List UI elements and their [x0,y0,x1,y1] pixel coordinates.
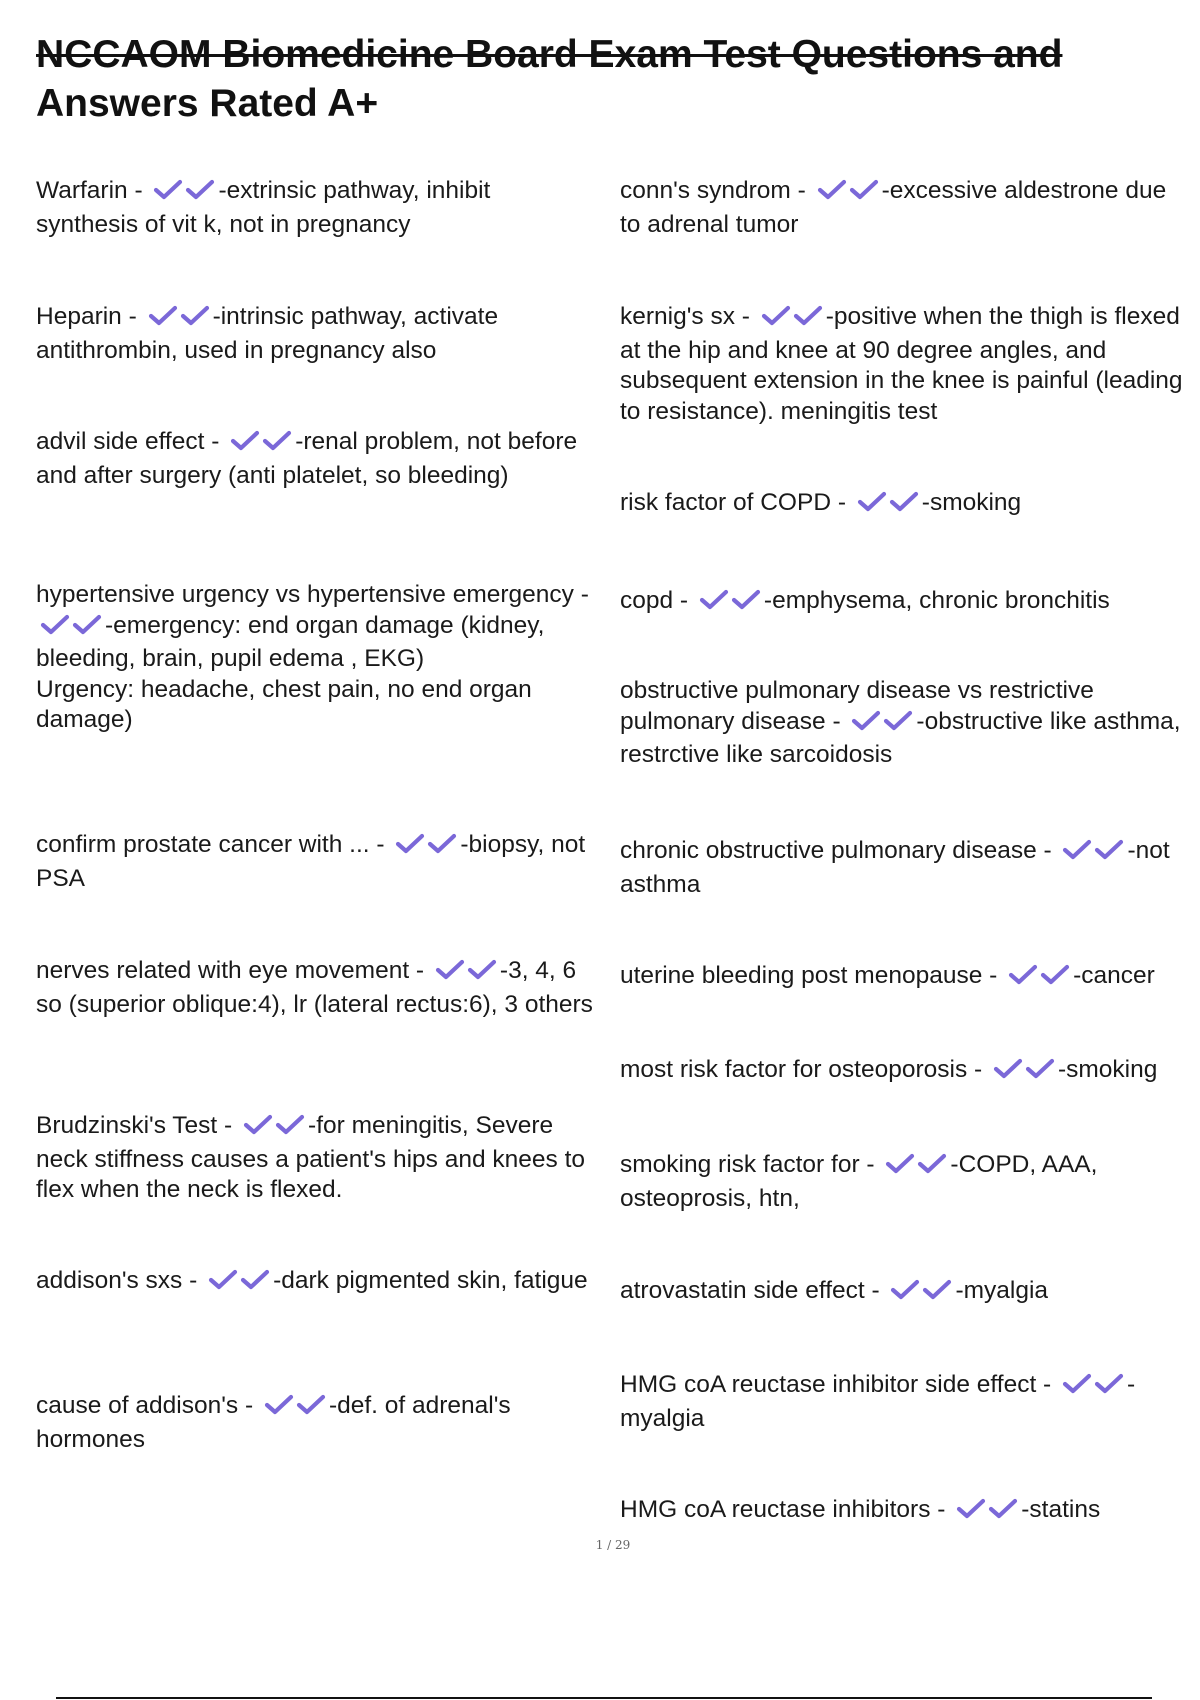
double-check-marks [956,1498,1020,1529]
double-check-marks [1062,839,1126,870]
check-mark-icon [731,589,761,611]
answer-text: -emergency: end organ damage (kidney, bleeding, brain, pupil edema , EKG) Urgency: headache, chest pain, no end organ damage) [36,611,545,733]
check-mark-icon [988,1498,1018,1520]
qa-item [620,176,1190,240]
double-check-marks [395,833,459,864]
double-check-marks [1062,1373,1126,1404]
check-mark-icon [262,430,292,452]
check-mark-icon [956,1498,986,1520]
qa-item [620,1495,1190,1529]
check-mark-icon [1025,1058,1055,1080]
question-text: cause of addison's - [36,1392,254,1419]
qa-item [36,580,596,736]
check-mark-icon [890,1279,920,1301]
qa-item [36,176,596,240]
answer-text: -for meningitis, Severe neck stiffness causes a patient's hips and knees to flex when the neck is flexed. [36,1112,586,1203]
qa-item [36,1391,596,1455]
answer-text: -myalgia [955,1277,1049,1304]
check-mark-icon [889,491,919,513]
question-text: obstructive pulmonary disease vs restrictive pulmonary disease - [620,677,1094,735]
check-mark-icon [1062,839,1092,861]
check-mark-icon [851,710,881,732]
answer-text: -def. of adrenal's hormones [36,1392,511,1453]
answer-text: -extrinsic pathway, inhibit synthesis of vit k, not in pregnancy [36,177,491,238]
question-text: risk factor of COPD - [620,489,846,516]
qa-item [36,1266,596,1300]
check-mark-icon [817,179,847,201]
double-check-marks [148,305,212,336]
question-text: Brudzinski's Test - [36,1112,233,1139]
answer-text: -excessive aldestrone due to adrenal tumor [620,177,1167,238]
check-mark-icon [180,305,210,327]
check-mark-icon [467,959,497,981]
double-check-marks [885,1153,949,1184]
qa-item [620,586,1190,620]
qa-item [620,488,1190,522]
answer-text: -obstructive like asthma, restrctive like sarcoidosis [620,707,1181,768]
question-text: atrovastatin side effect - [620,1277,880,1304]
question-text: Warfarin - [36,177,143,204]
answer-text: -statins [1021,1496,1101,1523]
answer-text: -cancer [1073,962,1155,989]
question-text: copd - [620,587,689,614]
double-check-marks [890,1279,954,1310]
double-check-marks [230,430,294,461]
question-text: chronic obstructive pulmonary disease - [620,837,1052,864]
check-mark-icon [243,1114,273,1136]
check-mark-icon [883,710,913,732]
double-check-marks [243,1114,307,1145]
document-title [36,30,1166,128]
check-mark-icon [993,1058,1023,1080]
question-text: kernig's sx - [620,303,750,330]
answer-text: -myalgia [620,1371,1136,1432]
question-text: smoking risk factor for - [620,1151,875,1178]
double-check-marks [699,589,763,620]
double-check-marks [153,179,217,210]
question-text: uterine bleeding post menopause - [620,962,998,989]
answer-text: -renal problem, not before and after surgery (anti platelet, so bleeding) [36,428,578,489]
qa-item [36,427,596,491]
question-text: conn's syndrom - [620,177,806,204]
question-text: most risk factor for osteoporosis - [620,1056,983,1083]
check-mark-icon [922,1279,952,1301]
qa-item [36,956,596,1020]
title-line-2: Answers Rated A+ [36,82,379,125]
check-mark-icon [793,305,823,327]
question-text: hypertensive urgency vs hypertensive emergency - [36,581,589,608]
page-number: 1 / 29 [595,1538,631,1552]
double-check-marks [761,305,825,336]
check-mark-icon [427,833,457,855]
answer-text: -not asthma [620,837,1170,898]
check-mark-icon [230,430,260,452]
qa-item [620,1055,1190,1089]
check-mark-icon [395,833,425,855]
question-text: addison's sxs - [36,1267,198,1294]
answer-text: -3, 4, 6 so (superior oblique:4), lr (lateral rectus:6), 3 others [36,957,593,1018]
qa-item [36,302,596,366]
check-mark-icon [1094,1373,1124,1395]
qa-item [620,1150,1190,1214]
qa-item [36,830,596,894]
answer-text: -COPD, AAA, osteoprosis, htn, [620,1151,1098,1212]
double-check-marks [1008,964,1072,995]
answer-text: -biopsy, not PSA [36,831,586,892]
answer-text: -intrinsic pathway, activate antithrombin, used in pregnancy also [36,303,499,364]
answer-text: -smoking [921,489,1022,516]
check-mark-icon [264,1394,294,1416]
check-mark-icon [148,305,178,327]
double-check-marks [208,1269,272,1300]
double-check-marks [851,710,915,741]
check-mark-icon [885,1153,915,1175]
check-mark-icon [699,589,729,611]
answer-text: -smoking [1057,1056,1158,1083]
question-text: HMG coA reuctase inhibitors - [620,1496,946,1523]
check-mark-icon [857,491,887,513]
qa-item [620,302,1190,427]
double-check-marks [993,1058,1057,1089]
qa-item [620,1276,1190,1310]
question-text: Heparin - [36,303,137,330]
check-mark-icon [761,305,791,327]
check-mark-icon [208,1269,238,1291]
check-mark-icon [917,1153,947,1175]
check-mark-icon [275,1114,305,1136]
question-text: nerves related with eye movement - [36,957,425,984]
check-mark-icon [849,179,879,201]
title-line-1: NCCAOM Biomedicine Board Exam Test Questions and [36,33,1063,76]
answer-text: -emphysema, chronic bronchitis [763,587,1110,614]
check-mark-icon [1008,964,1038,986]
double-check-marks [857,491,921,522]
qa-item [36,1111,596,1206]
question-text: HMG coA reuctase inhibitor side effect - [620,1371,1052,1398]
answer-text: -positive when the thigh is flexed at the hip and knee at 90 degree angles, and subsequent extension in the knee is painful (leading to resistance). meningitis test [620,303,1183,425]
double-check-marks [40,614,104,645]
check-mark-icon [240,1269,270,1291]
qa-item [620,676,1190,771]
qa-item [620,836,1190,900]
check-mark-icon [185,179,215,201]
answer-text: -dark pigmented skin, fatigue [273,1267,588,1294]
check-mark-icon [435,959,465,981]
double-check-marks [817,179,881,210]
check-mark-icon [72,614,102,636]
double-check-marks [264,1394,328,1425]
check-mark-icon [296,1394,326,1416]
question-text: confirm prostate cancer with ... - [36,831,385,858]
qa-item [620,1370,1190,1434]
check-mark-icon [1094,839,1124,861]
page-divider [56,1697,1152,1699]
double-check-marks [435,959,499,990]
check-mark-icon [1062,1373,1092,1395]
check-mark-icon [40,614,70,636]
check-mark-icon [153,179,183,201]
qa-item [620,961,1190,995]
check-mark-icon [1040,964,1070,986]
question-text: advil side effect - [36,428,220,455]
